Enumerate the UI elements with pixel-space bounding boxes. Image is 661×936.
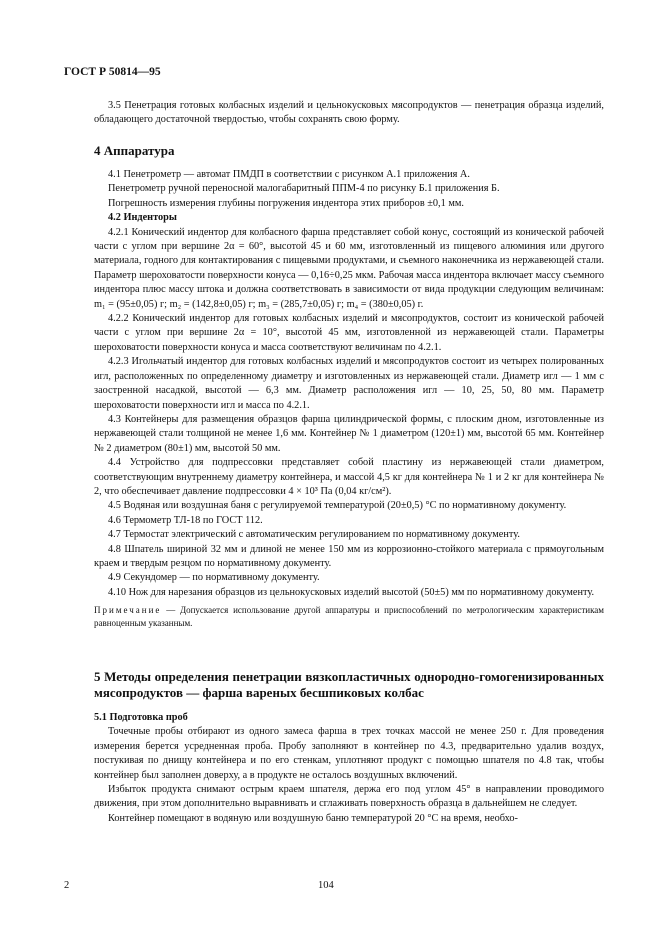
- section-4-title: 4 Аппаратура: [94, 143, 175, 158]
- section-4: [94, 143, 604, 159]
- paragraph-5-1a: Точечные пробы отбирают из одного замеса фарша в трех точках массой не менее 250 г. Для проведения измерения берется усредненная проба. Пробу заполняют в контейнер по 4.3, предварительно удалив воздух, постукивая по днищу контейнера и по его стенкам, уплотняют продукт с помощью шпателя по 4.8 так, чтобы контейнер был заполнен доверху, а в продукте не осталось воздушных включений.: [94, 726, 604, 781]
- paragraph-4-1c: Погрешность измерения глубины погружения индентора этих приборов ±0,1 мм.: [108, 197, 464, 209]
- page-number-center: 104: [318, 880, 334, 891]
- note-text: — Допускается использование другой аппаратуры и приспособлений по метрологическим характеристикам равноценным указанным.: [94, 605, 604, 629]
- paragraph-5-1c: Контейнер помещают в водяную или воздушную баню температурой 20 °С на время, необхо-: [108, 812, 518, 824]
- paragraph-3-5: 3.5 Пенетрация готовых колбасных изделий и цельнокусковых мясопродуктов — пенетрация образца изделий, обладающего достаточной твердостью, чтобы сохранять свою форму.: [94, 100, 604, 126]
- note: [94, 604, 604, 630]
- paragraph-4-5: 4.5 Водяная или воздушная баня с регулируемой температурой (20±0,5) °С по нормативному документу.: [108, 500, 567, 512]
- section-5-title: 5 Методы определения пенетрации вязкопластичных однородно-гомогенизированных мясопродуктов — фарша вареных бесшпиковых колбас: [94, 669, 604, 700]
- paragraph-4-1b: Пенетрометр ручной переносной малогабаритный ППМ-4 по рисунку Б.1 приложения Б.: [108, 183, 500, 195]
- section-4-body: [94, 168, 604, 630]
- paragraph-4-7: 4.7 Термостат электрический с автоматическим регулированием по нормативному документу.: [108, 529, 520, 541]
- intro-block: [94, 99, 604, 128]
- paragraph-4-9: 4.9 Секундомер — по нормативному документу.: [108, 572, 320, 584]
- paragraph-4-4: 4.4 Устройство для подпрессовки представляет собой пластину из нержавеющей стали диаметром, соответствующим внутреннему диаметру контейнера, и массой 4,5 кг для контейнера № 1 и 2 кг для контейнера № 2, что обеспечивает давление подпрессовки 4 × 10³ Па (0,04 кг/см²).: [94, 457, 604, 497]
- paragraph-4-2-3: 4.2.3 Игольчатый индентор для готовых колбасных изделий и мясопродуктов состоит из четырех полированных игл, расположенных по определенному диаметру и изготовленных из нержавеющей стали. Диаметр игл — 1 мм с заостренной насадкой, высотой — 6,3 мм. Диаметр расположения игл — 10, 25, 50, 80 мм. Параметр шероховатости поверхности игл и масса по 4.2.1.: [94, 356, 604, 411]
- paragraph-4-8: 4.8 Шпатель шириной 32 мм и длиной не менее 150 мм из коррозионно-стойкого материала с прямоугольным краем и твердым резцом по нормативному документу.: [94, 543, 604, 569]
- paragraph-4-2-2: 4.2.2 Конический индентор для готовых колбасных изделий и мясопродуктов, состоит из конической рабочей части с углом при вершине 2α = 10°, высотой 45 мм, изготовленной из нержавеющей стали. Параметры шероховатости поверхности конуса и масса соответствуют величинам по 4.2.1.: [94, 313, 604, 353]
- heading-4-2: 4.2 Инденторы: [108, 212, 177, 224]
- section-5: [94, 669, 604, 701]
- paragraph-4-10: 4.10 Нож для нарезания образцов из цельнокусковых изделий высотой (50±5) мм по нормативному документу.: [108, 586, 595, 598]
- heading-5-1: 5.1 Подготовка проб: [94, 712, 188, 723]
- paragraph-4-1a: 4.1 Пенетрометр — автомат ПМДП в соответствии с рисунком А.1 приложения А.: [108, 169, 470, 180]
- paragraph-4-6: 4.6 Термометр ТЛ-18 по ГОСТ 112.: [108, 514, 263, 526]
- paragraph-5-1b: Избыток продукта снимают острым краем шпателя, держа его под углом 45° в направлении проводимого движения, при этом дополнительно выравнивать и сглаживать поверхность образца в дальнейшем не следует.: [94, 784, 604, 810]
- note-label: Примечание: [94, 605, 162, 616]
- paragraph-4-3: 4.3 Контейнеры для размещения образцов фарша цилиндрической формы, с плоским дном, изготовленные из нержавеющей стали толщиной не менее 1,6 мм. Контейнер № 1 диаметром (120±1) мм, высотой 65 мм. Контейнер № 2 диаметром (80±1) мм, высотой 50 мм.: [94, 413, 604, 454]
- section-5-body: [94, 711, 604, 826]
- page-number-left: 2: [64, 880, 70, 891]
- standard-code: ГОСТ Р 50814—95: [64, 66, 161, 78]
- paragraph-4-2-1: 4.2.1 Конический индентор для колбасного фарша представляет собой конус, состоящий из конической рабочей части с углом при вершине 2α = 60°, высотой 45 и 60 мм, изготовленный из пищевого алюминия или другого материала, годного для контактирования с пищевыми продуктами, и съемного наконечника из нержавеющей стали. Параметр шероховатости поверхности конуса — 0,16÷0,25 мкм. Рабочая масса индентора включает массу съемного индентора плюс массу штока и должна соответствовать в зависимости от вида продукции следующим величинам: m₁ = (95±0,05) г; m₂ = (142,8±0,05) г; m₃ = (285,7±0,05) г; m₄ = (380±0,05) г.: [94, 226, 604, 310]
